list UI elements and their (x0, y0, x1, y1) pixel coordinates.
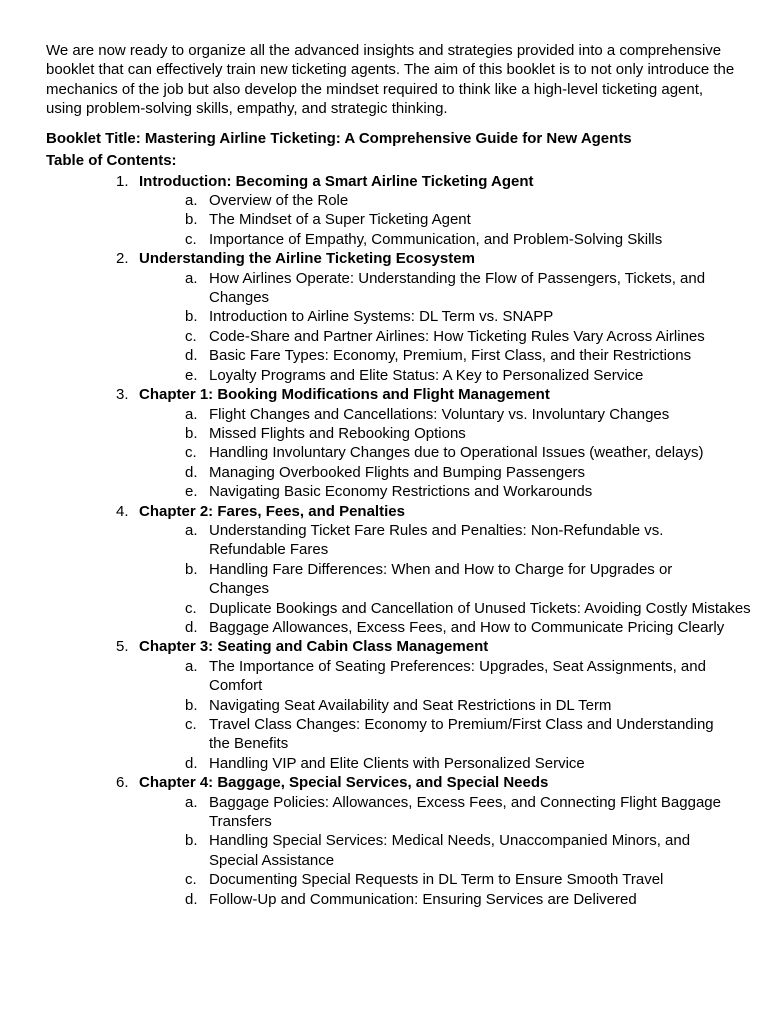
toc-subsection (139, 482, 736, 501)
toc-subsection (139, 599, 751, 618)
subsection-text: Documenting Special Requests in DL Term to Ensure Smooth Travel (209, 871, 664, 889)
chapter-number: 6. (116, 774, 129, 792)
toc-chapter (46, 773, 736, 909)
toc-subsection (139, 269, 736, 308)
subsection-letter: a. (185, 657, 198, 675)
subsection-text: Managing Overbooked Flights and Bumping Passengers (209, 463, 586, 481)
subsection-letter: a. (185, 192, 198, 210)
chapter-number: 2. (116, 250, 129, 268)
document-page (46, 41, 751, 909)
toc-subsection (139, 191, 736, 210)
subsection-letter: d. (185, 463, 198, 481)
subsection-letter: c. (185, 327, 197, 345)
chapter-title: Introduction: Becoming a Smart Airline Ticketing Agent (139, 172, 534, 190)
subsection-letter: c. (185, 716, 197, 733)
toc-subsection (139, 424, 736, 443)
subsection-text: Duplicate Bookings and Cancellation of Unused Tickets: Avoiding Costly Mistakes (209, 599, 751, 617)
chapter-title: Chapter 3: Seating and Cabin Class Management (139, 638, 489, 656)
subsection-letter: a. (185, 405, 198, 423)
subsection-text: The Importance of Seating Preferences: Upgrades, Seat Assignments, and Comfort (209, 657, 706, 695)
subsection-letter: b. (185, 211, 198, 229)
subsection-text: Importance of Empathy, Communication, and Problem-Solving Skills (209, 230, 663, 248)
subsection-text: Code-Share and Partner Airlines: How Ticketing Rules Vary Across Airlines (209, 327, 705, 345)
toc-subsection (139, 793, 736, 832)
chapter-title: Understanding the Airline Ticketing Ecosystem (139, 250, 475, 268)
toc-subsection (139, 307, 736, 326)
chapter-number: 5. (116, 638, 129, 656)
toc-subsection (139, 618, 736, 637)
subsection-letter: b. (185, 560, 198, 578)
subsection-letter: d. (185, 890, 198, 908)
chapter-number: 1. (116, 172, 129, 190)
chapter-subsections (139, 405, 736, 502)
subsection-text: Handling Involuntary Changes due to Operational Issues (weather, delays) (209, 444, 704, 462)
toc-chapter (46, 385, 736, 501)
subsection-letter: e. (185, 483, 198, 501)
chapter-subsections (139, 793, 736, 909)
toc-subsection (139, 366, 736, 385)
toc-subsection (139, 715, 736, 754)
subsection-letter: c. (185, 444, 197, 462)
subsection-text: Follow-Up and Communication: Ensuring Services are Delivered (209, 890, 637, 908)
intro-paragraph: We are now ready to organize all the advanced insights and strategies provided into a comprehensive booklet that can effectively train new ticketing agents. The aim of this booklet is to not only introduce the mechanics of the job but also develop the mindset required to think like a high-level ticketing agent, using problem-solving skills, empathy, and strategic thinking. (46, 42, 735, 118)
toc-subsection (139, 696, 736, 715)
toc-subsection (139, 754, 736, 773)
subsection-letter: b. (185, 832, 198, 850)
toc-subsection (139, 463, 736, 482)
subsection-letter: c. (185, 871, 197, 889)
subsection-text: Baggage Allowances, Excess Fees, and How to Communicate Pricing Clearly (209, 618, 725, 636)
subsection-text: Navigating Seat Availability and Seat Restrictions in DL Term (209, 696, 612, 714)
chapter-subsections (139, 191, 736, 249)
subsection-letter: d. (185, 754, 198, 772)
chapter-subsections (139, 269, 736, 385)
chapter-subsections (139, 657, 736, 773)
subsection-letter: b. (185, 308, 198, 326)
chapter-subsections (139, 521, 751, 637)
subsection-letter: b. (185, 696, 198, 714)
subsection-text: Navigating Basic Economy Restrictions and Workarounds (209, 483, 593, 501)
table-of-contents (46, 172, 751, 909)
toc-chapter (46, 172, 736, 250)
booklet-title: Booklet Title: Mastering Airline Ticketing: A Comprehensive Guide for New Agents (46, 129, 632, 147)
toc-subsection (139, 890, 736, 909)
toc-subsection (139, 230, 736, 249)
subsection-text: Missed Flights and Rebooking Options (209, 424, 466, 442)
subsection-letter: a. (185, 269, 198, 287)
toc-subsection (139, 405, 736, 424)
subsection-text: How Airlines Operate: Understanding the Flow of Passengers, Tickets, and Changes (209, 269, 706, 307)
subsection-letter: d. (185, 618, 198, 636)
toc-subsection (139, 443, 736, 462)
subsection-text: Flight Changes and Cancellations: Voluntary vs. Involuntary Changes (209, 405, 670, 423)
toc-subsection (139, 521, 736, 560)
toc-subsection (139, 657, 736, 696)
toc-subsection (139, 346, 736, 365)
toc-subsection (139, 560, 736, 599)
subsection-text: Handling Fare Differences: When and How to Charge for Upgrades or Changes (209, 560, 673, 598)
toc-chapter (46, 249, 736, 385)
subsection-letter: c. (185, 599, 197, 617)
toc-chapter (46, 637, 736, 773)
subsection-text: The Mindset of a Super Ticketing Agent (209, 211, 471, 229)
toc-title: Table of Contents: (46, 151, 177, 169)
subsection-letter: c. (185, 230, 197, 248)
toc-subsection (139, 327, 736, 346)
subsection-text: Loyalty Programs and Elite Status: A Key to Personalized Service (209, 366, 644, 384)
subsection-text: Travel Class Changes: Economy to Premium/First Class and Understanding the Benefits (209, 716, 714, 753)
toc-chapter (46, 502, 751, 638)
subsection-text: Introduction to Airline Systems: DL Term vs. SNAPP (209, 308, 554, 326)
chapter-number: 3. (116, 386, 129, 404)
subsection-letter: a. (185, 793, 198, 811)
subsection-letter: d. (185, 347, 198, 365)
subsection-letter: a. (185, 521, 198, 539)
toc-subsection (139, 831, 736, 870)
subsection-letter: e. (185, 366, 198, 384)
toc-subsection (139, 870, 736, 889)
chapter-number: 4. (116, 502, 129, 520)
subsection-text: Basic Fare Types: Economy, Premium, First Class, and their Restrictions (209, 347, 692, 365)
subsection-text: Overview of the Role (209, 192, 349, 210)
subsection-letter: b. (185, 424, 198, 442)
subsection-text: Baggage Policies: Allowances, Excess Fees, and Connecting Flight Baggage Transfers (209, 793, 721, 831)
subsection-text: Handling Special Services: Medical Needs, Unaccompanied Minors, and Special Assistance (209, 832, 691, 869)
toc-subsection (139, 210, 736, 229)
chapter-title: Chapter 4: Baggage, Special Services, and Special Needs (139, 774, 549, 792)
chapter-title: Chapter 1: Booking Modifications and Flight Management (139, 386, 550, 404)
subsection-text: Understanding Ticket Fare Rules and Penalties: Non-Refundable vs. Refundable Fares (209, 521, 664, 559)
chapter-title: Chapter 2: Fares, Fees, and Penalties (139, 502, 405, 520)
subsection-text: Handling VIP and Elite Clients with Personalized Service (209, 754, 585, 772)
